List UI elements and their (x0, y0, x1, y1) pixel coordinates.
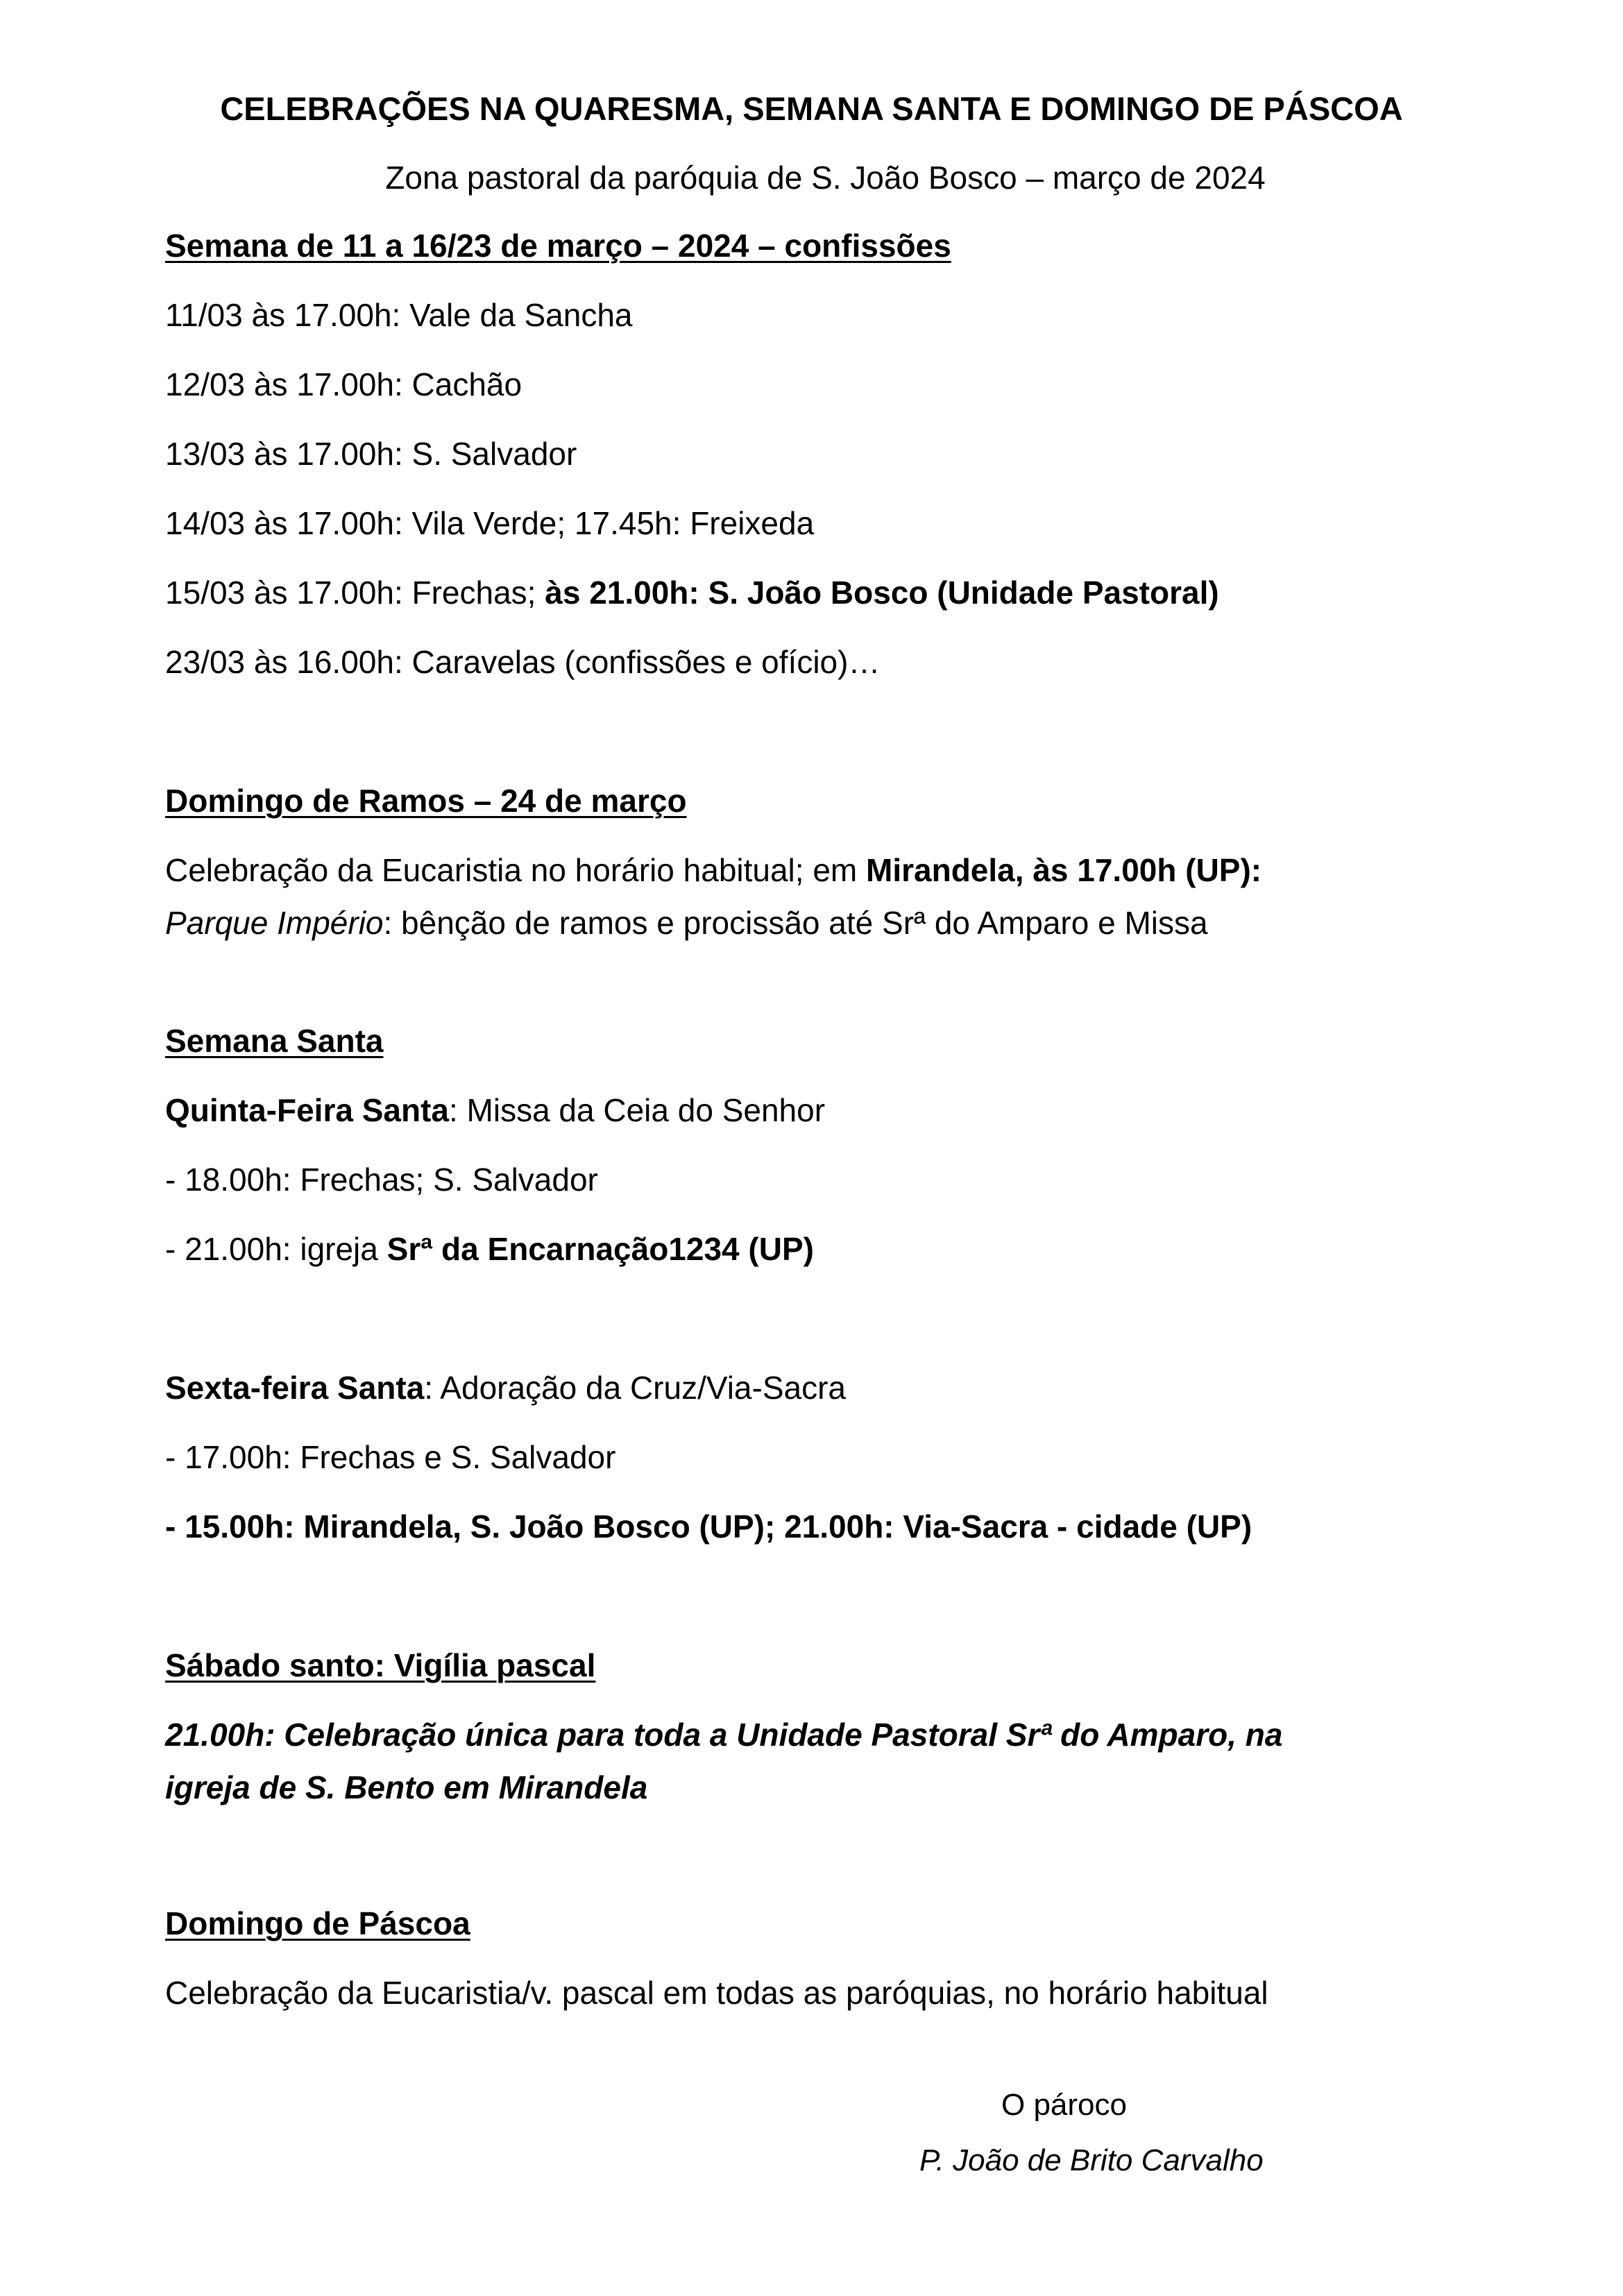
ramos-line-1-normal: Celebração da Eucaristia no horário habitual; em (165, 852, 867, 888)
document-subtitle: Zona pastoral da paróquia de S. João Bosco – março de 2024 (385, 160, 1266, 196)
pascoa-heading: Domingo de Páscoa (165, 1905, 470, 1941)
ramos-line-2-italic: Parque Império (165, 905, 384, 941)
ramos-line-1-bold: Mirandela, às 17.00h (UP): (866, 852, 1262, 888)
confession-item: 12/03 às 17.00h: Cachão (165, 366, 522, 402)
semana-santa-heading: Semana Santa (165, 1023, 384, 1059)
quinta-feira-desc: : Missa da Ceia do Senhor (448, 1092, 826, 1128)
sexta-feira-line (165, 1367, 846, 1409)
sexta-feira-desc: : Adoração da Cruz/Via-Sacra (424, 1370, 846, 1406)
pascoa-line: Celebração da Eucaristia/v. pascal em todas as paróquias, no horário habitual (165, 1975, 1268, 2011)
quinta-feira-item (165, 1228, 814, 1270)
quinta-feira-item-bold: Srª da Encarnação1234 (UP) (386, 1231, 814, 1267)
ramos-line-2 (165, 902, 1208, 944)
signature-name: P. João de Brito Carvalho (919, 2143, 1264, 2177)
quinta-feira-label: Quinta-Feira Santa (165, 1092, 449, 1128)
confession-item (165, 572, 1219, 613)
confession-item: 23/03 às 16.00h: Caravelas (confissões e ofício)… (165, 644, 881, 680)
confessions-heading: Semana de 11 a 16/23 de março – 2024 – confissões (165, 228, 951, 264)
sexta-feira-item: - 15.00h: Mirandela, S. João Bosco (UP); 21.00h: Via-Sacra - cidade (UP) (165, 1508, 1252, 1545)
ramos-line-1 (165, 849, 1261, 891)
confession-item: 13/03 às 17.00h: S. Salvador (165, 436, 577, 472)
sexta-feira-item: - 17.00h: Frechas e S. Salvador (165, 1439, 616, 1475)
confession-item: 14/03 às 17.00h: Vila Verde; 17.45h: Freixeda (165, 505, 815, 541)
quinta-feira-item-normal: - 21.00h: igreja (165, 1231, 387, 1267)
signature-role: O pároco (1001, 2088, 1127, 2122)
sabado-heading: Sábado santo: Vigília pascal (165, 1647, 596, 1683)
document-title: CELEBRAÇÕES NA QUARESMA, SEMANA SANTA E DOMINGO DE PÁSCOA (220, 90, 1403, 127)
confession-item-normal: 15/03 às 17.00h: Frechas; (165, 575, 545, 611)
sabado-line-1: 21.00h: Celebração única para toda a Unidade Pastoral Srª do Amparo, na (165, 1717, 1283, 1753)
sabado-line-2: igreja de S. Bento em Mirandela (165, 1769, 648, 1805)
ramos-line-2-normal: : bênção de ramos e procissão até Srª do Amparo e Missa (383, 905, 1208, 941)
confession-item-bold: às 21.00h: S. João Bosco (Unidade Pastoral) (545, 575, 1219, 611)
quinta-feira-item: - 18.00h: Frechas; S. Salvador (165, 1162, 598, 1198)
confession-item: 11/03 às 17.00h: Vale da Sancha (165, 297, 633, 333)
ramos-heading: Domingo de Ramos – 24 de março (165, 783, 687, 819)
sexta-feira-label: Sexta-feira Santa (165, 1370, 425, 1406)
quinta-feira-line (165, 1089, 825, 1131)
